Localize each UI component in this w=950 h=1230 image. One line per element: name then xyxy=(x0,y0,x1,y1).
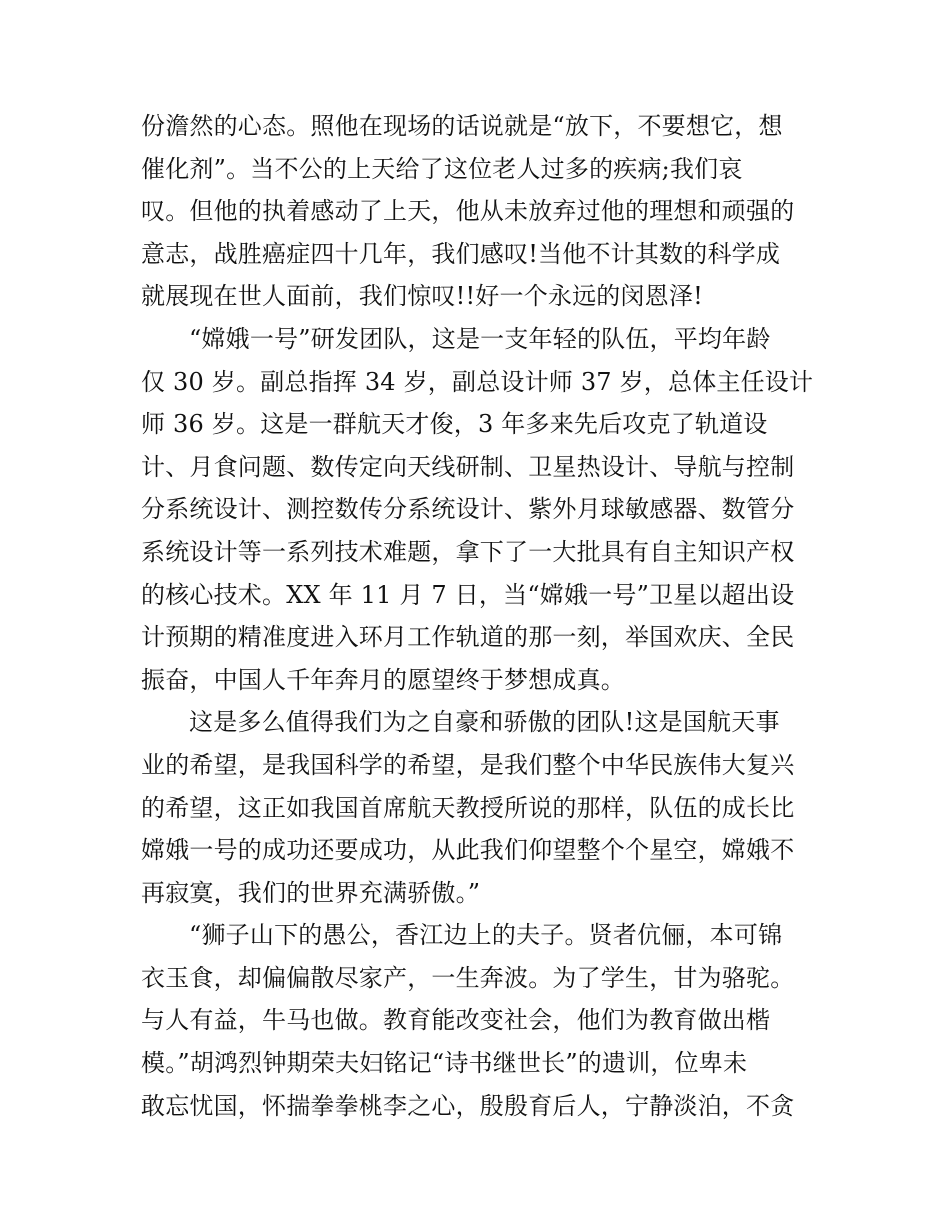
text-line: 再寂寞，我们的世界充满骄傲。” xyxy=(141,878,481,907)
text-line: 计、月食问题、数传定向天线研制、卫星热设计、导航与控制 xyxy=(141,452,795,481)
text-line: 叹。但他的执着感动了上天，他从未放弃过他的理想和顽强的 xyxy=(141,197,795,226)
text-line: 计预期的精准度进入环月工作轨道的那一刻，举国欢庆、全民 xyxy=(141,623,795,652)
text-line: 系统设计等一系列技术难题，拿下了一大批具有自主知识产权 xyxy=(141,537,795,566)
text-line: 业的希望，是我国科学的希望，是我们整个中华民族伟大复兴 xyxy=(141,750,795,779)
text-line: 仅 30 岁。副总指挥 34 岁，副总设计师 37 岁，总体主任设计 xyxy=(141,367,814,396)
text-line: 就展现在世人面前，我们惊叹!!好一个永远的闵恩泽! xyxy=(141,282,703,311)
text-line: 与人有益，牛马也做。教育能改变社会，他们为教育做出楷 xyxy=(141,1006,771,1035)
text-line: 催化剂”。当不公的上天给了这位老人过多的疾病;我们哀 xyxy=(141,154,743,183)
text-line: 的希望，这正如我国首席航天教授所说的那样，队伍的成长比 xyxy=(141,793,795,822)
paragraph-start-line: 这是多么值得我们为之自豪和骄傲的团队!这是国航天事 xyxy=(189,708,780,737)
text-line: 振奋，中国人千年奔月的愿望终于梦想成真。 xyxy=(141,665,625,694)
text-line: 师 36 岁。这是一群航天才俊，3 年多来先后攻克了轨道设 xyxy=(141,410,768,439)
document-body xyxy=(141,105,821,1127)
text-line: 敢忘忧国，怀揣拳拳桃李之心，殷殷育后人，宁静淡泊，不贪 xyxy=(141,1091,795,1120)
paragraph-start-line: “嫦娥一号”研发团队，这是一支年轻的队伍，平均年龄 xyxy=(189,324,771,353)
text-line: 意志，战胜癌症四十几年，我们感叹!当他不计其数的科学成 xyxy=(141,239,781,268)
paragraph-start-line: “狮子山下的愚公，香江边上的夫子。贤者伉俪，本可锦 xyxy=(189,921,783,950)
text-line: 的核心技术。XX 年 11 月 7 日，当“嫦娥一号”卫星以超出设 xyxy=(141,580,795,609)
text-line: 份澹然的心态。照他在现场的话说就是“放下，不要想它，想 xyxy=(141,112,783,140)
text-line: 模。”胡鸿烈钟期荣夫妇铭记“诗书继世长”的遗训，位卑未 xyxy=(141,1049,748,1078)
text-line: 衣玉食，却偏偏散尽家产，一生奔波。为了学生，甘为骆驼。 xyxy=(141,963,795,992)
text-line: 分系统设计、测控数传分系统设计、紫外月球敏感器、数管分 xyxy=(141,495,795,524)
text-line: 嫦娥一号的成功还要成功，从此我们仰望整个个星空，嫦娥不 xyxy=(141,836,795,865)
